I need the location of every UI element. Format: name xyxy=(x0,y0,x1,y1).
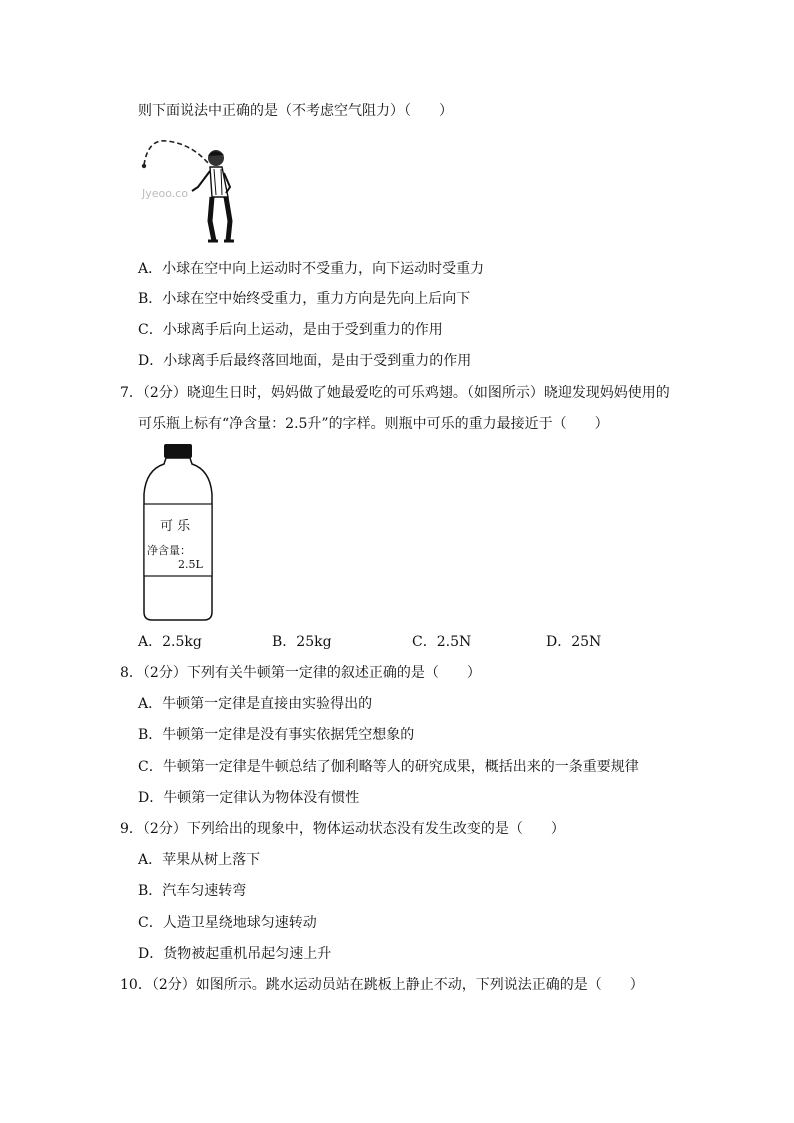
q8-option-a: A．牛顿第一定律是直接由实验得出的 xyxy=(138,696,373,712)
q7-option-a: A．2.5kg xyxy=(138,634,202,650)
bottle-label-title: 可 乐 xyxy=(160,519,191,534)
q8-stem: 8．（2分）下列有关牛顿第一定律的叙述正确的是（ ） xyxy=(120,665,481,681)
q9-option-a: A．苹果从树上落下 xyxy=(138,852,261,868)
q7-stem-line1: 7．（2分）晓迎生日时，妈妈做了她最爱吃的可乐鸡翅。（如图所示）晓迎发现妈妈使用的 xyxy=(120,385,670,401)
q6-option-a: A．小球在空中向上运动时不受重力，向下运动时受重力 xyxy=(138,261,485,277)
q7-stem-line2: 可乐瓶上标有“净含量：2.5升”的字样。则瓶中可乐的重力最接近于（ ） xyxy=(138,416,609,432)
q8-option-d: D．牛顿第一定律认为物体没有惯性 xyxy=(138,790,360,806)
q10-stem: 10．（2分）如图所示。跳水运动员站在跳板上静止不动，下列说法正确的是（ ） xyxy=(120,977,644,993)
q8-option-b: B．牛顿第一定律是没有事实依据凭空想象的 xyxy=(138,727,415,743)
throwing-ball-figure xyxy=(132,135,242,247)
q9-option-b: B．汽车匀速转弯 xyxy=(138,883,247,899)
q7-options xyxy=(138,633,618,651)
bottle-label-net: 净含量： xyxy=(147,544,191,557)
bottle-label-volume: 2.5L xyxy=(178,558,203,571)
q8-option-c: C．牛顿第一定律是牛顿总结了伽利略等人的研究成果，概括出来的一条重要规律 xyxy=(138,759,639,775)
q9-option-d: D．货物被起重机吊起匀速上升 xyxy=(138,946,332,962)
q6-option-c: C．小球离手后向上运动，是由于受到重力的作用 xyxy=(138,322,443,338)
q9-stem: 9．（2分）下列给出的现象中，物体运动状态没有发生改变的是（ ） xyxy=(120,821,565,837)
q6-option-b: B．小球在空中始终受重力，重力方向是先向上后向下 xyxy=(138,291,471,307)
q7-option-b: B．25kg xyxy=(272,634,332,650)
q7-option-c: C．2.5N xyxy=(412,634,472,650)
q7-option-d: D．25N xyxy=(546,634,602,650)
watermark: Jyeoo.co xyxy=(142,187,189,200)
cola-bottle-figure xyxy=(138,442,218,624)
q6-stem-tail: 则下面说法中正确的是（不考虑空气阻力）（ ） xyxy=(138,103,453,119)
q9-option-c: C．人造卫星绕地球匀速转动 xyxy=(138,915,317,931)
q6-option-d: D．小球离手后最终落回地面，是由于受到重力的作用 xyxy=(138,353,472,369)
